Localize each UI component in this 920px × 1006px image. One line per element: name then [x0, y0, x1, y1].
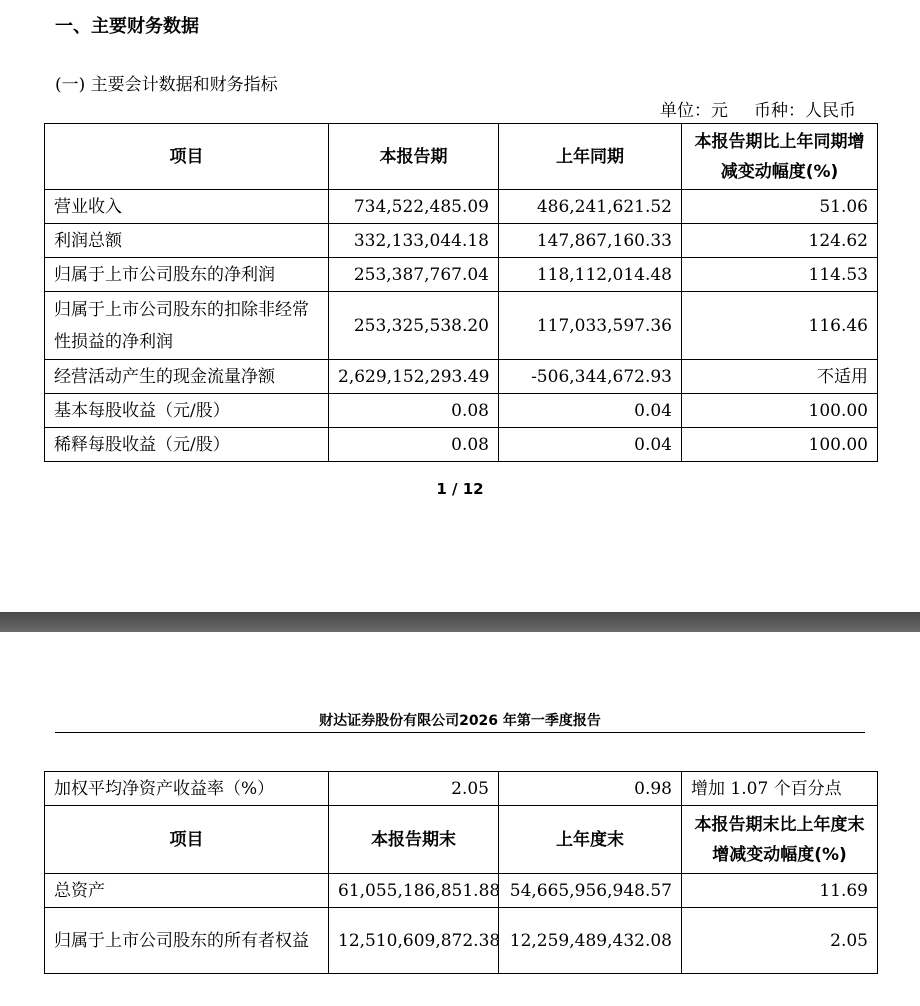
table-row	[45, 908, 878, 974]
current-value: 253,387,767.04	[329, 258, 499, 292]
change-value: 2.05	[682, 908, 878, 974]
prior-value: 0.04	[499, 428, 682, 462]
header-item: 项目	[45, 124, 329, 190]
row-label: 利润总额	[45, 224, 329, 258]
header-item: 项目	[45, 806, 329, 874]
prior-value: 147,867,160.33	[499, 224, 682, 258]
row-label: 归属于上市公司股东的扣除非经常性损益的净利润	[45, 292, 329, 360]
change-value: 100.00	[682, 428, 878, 462]
table-row	[45, 772, 878, 806]
document-page-2	[0, 632, 920, 1006]
row-label: 归属于上市公司股东的所有者权益	[45, 908, 329, 974]
table-row	[45, 190, 878, 224]
section-heading: 一、主要财务数据	[55, 16, 199, 37]
change-value: 增加 1.07 个百分点	[682, 772, 878, 806]
page-separator	[0, 612, 920, 632]
change-value: 100.00	[682, 394, 878, 428]
prior-value: 118,112,014.48	[499, 258, 682, 292]
table-row	[45, 394, 878, 428]
current-value: 332,133,044.18	[329, 224, 499, 258]
header-current-period: 本报告期	[329, 124, 499, 190]
prior-value: 0.98	[499, 772, 682, 806]
prior-value: 12,259,489,432.08	[499, 908, 682, 974]
current-value: 0.08	[329, 394, 499, 428]
prior-value: 0.04	[499, 394, 682, 428]
unit-currency-line	[660, 96, 856, 121]
header-rule	[55, 732, 865, 733]
prior-value: 486,241,621.52	[499, 190, 682, 224]
current-value: 253,325,538.20	[329, 292, 499, 360]
page-number: 1 / 12	[436, 480, 484, 498]
subsection-heading: (一) 主要会计数据和财务指标	[55, 75, 278, 95]
table-row	[45, 258, 878, 292]
change-value: 124.62	[682, 224, 878, 258]
table-header-row	[45, 806, 878, 874]
main-financial-table	[44, 123, 878, 462]
change-value: 51.06	[682, 190, 878, 224]
row-label: 归属于上市公司股东的净利润	[45, 258, 329, 292]
table-row	[45, 224, 878, 258]
header-period-end: 本报告期末	[329, 806, 499, 874]
report-header-title: 财达证券股份有限公司2026 年第一季度报告	[319, 713, 601, 729]
current-value: 734,522,485.09	[329, 190, 499, 224]
row-label: 营业收入	[45, 190, 329, 224]
change-value: 114.53	[682, 258, 878, 292]
table-header-row	[45, 124, 878, 190]
header-change-pct: 本报告期比上年同期增减变动幅度(%)	[682, 124, 878, 190]
current-value: 2.05	[329, 772, 499, 806]
current-value: 12,510,609,872.38	[329, 908, 499, 974]
prior-value: 54,665,956,948.57	[499, 874, 682, 908]
change-value: 11.69	[682, 874, 878, 908]
row-label: 总资产	[45, 874, 329, 908]
current-value: 2,629,152,293.49	[329, 360, 499, 394]
row-label: 基本每股收益（元/股）	[45, 394, 329, 428]
unit-label: 单位：元	[660, 101, 728, 121]
table-row	[45, 292, 878, 360]
row-label: 稀释每股收益（元/股）	[45, 428, 329, 462]
header-change-pct: 本报告期末比上年度末增减变动幅度(%)	[682, 806, 878, 874]
current-value: 0.08	[329, 428, 499, 462]
table-row	[45, 360, 878, 394]
current-value: 61,055,186,851.88	[329, 874, 499, 908]
header-prior-period: 上年同期	[499, 124, 682, 190]
table-row	[45, 428, 878, 462]
change-value: 116.46	[682, 292, 878, 360]
table-row	[45, 874, 878, 908]
row-label: 经营活动产生的现金流量净额	[45, 360, 329, 394]
prior-value: -506,344,672.93	[499, 360, 682, 394]
prior-value: 117,033,597.36	[499, 292, 682, 360]
change-value: 不适用	[682, 360, 878, 394]
row-label: 加权平均净资产收益率（%）	[45, 772, 329, 806]
currency-label: 币种：人民币	[754, 101, 856, 121]
header-prior-year-end: 上年度末	[499, 806, 682, 874]
balance-table	[44, 771, 878, 974]
